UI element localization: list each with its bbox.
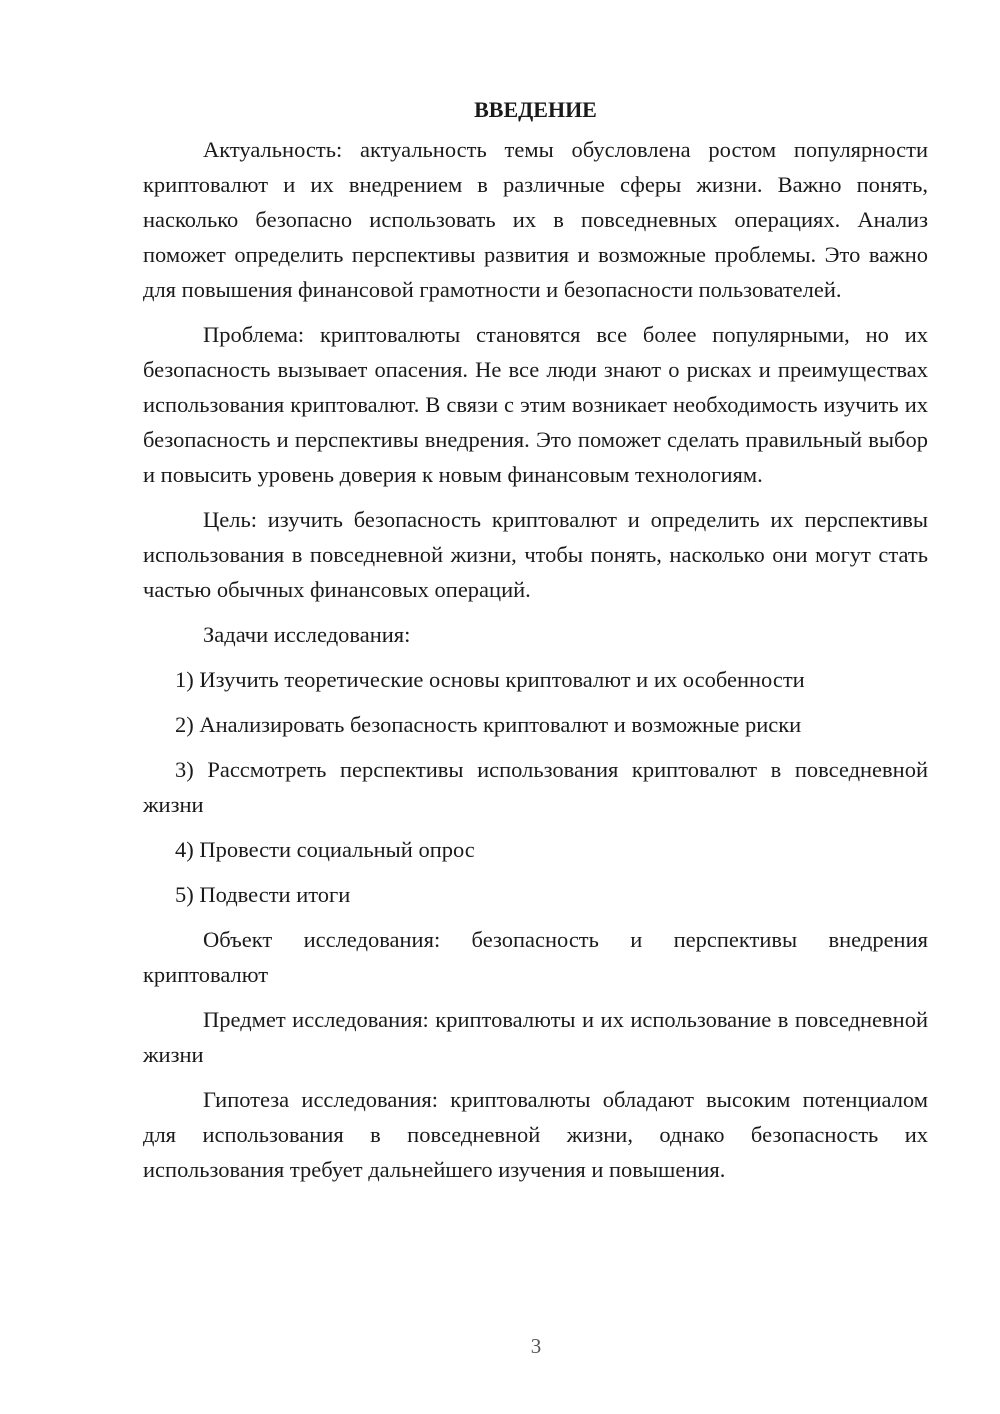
task-item-4: 4) Провести социальный опрос xyxy=(175,837,475,862)
hypothesis-paragraph: Гипотеза исследования: криптовалюты обладают высоким потенциалом для использования в повседневной жизни, однако безопасность их использования требует дальнейшего изучения и повышения. xyxy=(143,1087,928,1182)
task-item-1: 1) Изучить теоретические основы криптовалют и их особенности xyxy=(175,667,805,692)
page-number: 3 xyxy=(530,1334,542,1358)
task-item-5: 5) Подвести итоги xyxy=(175,882,351,907)
task-item-3: 3) Рассмотреть перспективы использования криптовалют в повседневной жизни xyxy=(143,757,928,817)
task-item-2: 2) Анализировать безопасность криптовалют и возможные риски xyxy=(175,712,802,737)
object-paragraph: Объект исследования: безопасность и перспективы внедрения криптовалют xyxy=(143,927,928,987)
page-content xyxy=(143,92,928,1197)
problem-paragraph: Проблема: криптовалюты становятся все более популярными, но их безопасность вызывает опасения. Не все люди знают о рисках и преимуществах использования криптовалют. В связи с этим возникает необходимость изучить их безопасность и перспективы внедрения. Это поможет сделать правильный выбор и повысить уровень доверия к новым финансовым технологиям. xyxy=(143,322,928,487)
tasks-heading: Задачи исследования: xyxy=(203,622,411,647)
subject-paragraph: Предмет исследования: криптовалюты и их использование в повседневной жизни xyxy=(143,1007,928,1067)
goal-paragraph: Цель: изучить безопасность криптовалют и определить их перспективы использования в повседневной жизни, чтобы понять, насколько они могут стать частью обычных финансовых операций. xyxy=(143,507,928,602)
relevance-paragraph: Актуальность: актуальность темы обусловлена ростом популярности криптовалют и их внедрением в различные сферы жизни. Важно понять, насколько безопасно использовать их в повседневных операциях. Анализ поможет определить перспективы развития и возможные проблемы. Это важно для повышения финансовой грамотности и безопасности пользователей. xyxy=(143,137,928,302)
section-title: ВВЕДЕНИЕ xyxy=(474,97,597,122)
